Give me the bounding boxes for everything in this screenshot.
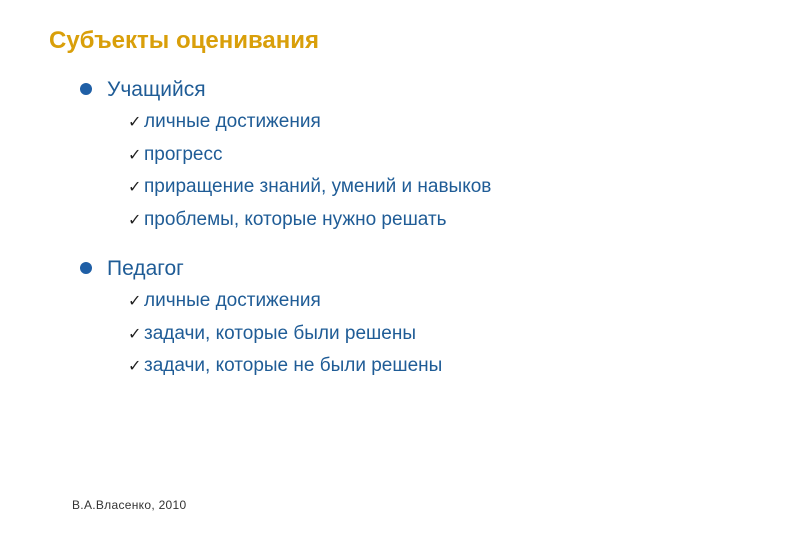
section-student [80, 76, 492, 240]
list-item-label: проблемы, которые нужно решать [144, 208, 447, 230]
checkmark-icon: ✓ [128, 209, 142, 229]
list-item [80, 110, 321, 143]
checkmark-icon: ✓ [128, 144, 142, 164]
list-item-label: задачи, которые были решены [144, 322, 416, 344]
checkmark-icon: ✓ [128, 356, 142, 375]
list-item [80, 289, 321, 322]
footer-credit: В.А.Власенко, 2010 [72, 498, 187, 512]
list-item-label: личные достижения [144, 111, 321, 132]
bullet-row [80, 255, 184, 285]
list-item-label: задачи, которые не были решены [144, 355, 443, 376]
list-item [80, 322, 416, 355]
list-item [80, 208, 447, 241]
list-item-label: прогресс [144, 143, 223, 165]
bullet-row [80, 76, 206, 106]
sub-list [80, 289, 443, 387]
checkmark-icon: ✓ [128, 323, 142, 343]
sub-list [80, 110, 492, 240]
section-label: Учащийся [107, 78, 206, 101]
slide-title: Субъекты оценивания [49, 27, 320, 54]
list-item [80, 175, 492, 208]
list-item-label: приращение знаний, умений и навыков [144, 176, 492, 197]
list-item [80, 354, 443, 387]
list-item-label: личные достижения [144, 290, 321, 311]
section-teacher [80, 255, 443, 387]
bullet-dot-icon [80, 83, 92, 95]
checkmark-icon: ✓ [128, 112, 142, 131]
section-label: Педагог [107, 257, 184, 280]
bullet-dot-icon [80, 262, 92, 274]
list-item [80, 143, 223, 176]
checkmark-icon: ✓ [128, 291, 142, 310]
checkmark-icon: ✓ [128, 177, 142, 196]
